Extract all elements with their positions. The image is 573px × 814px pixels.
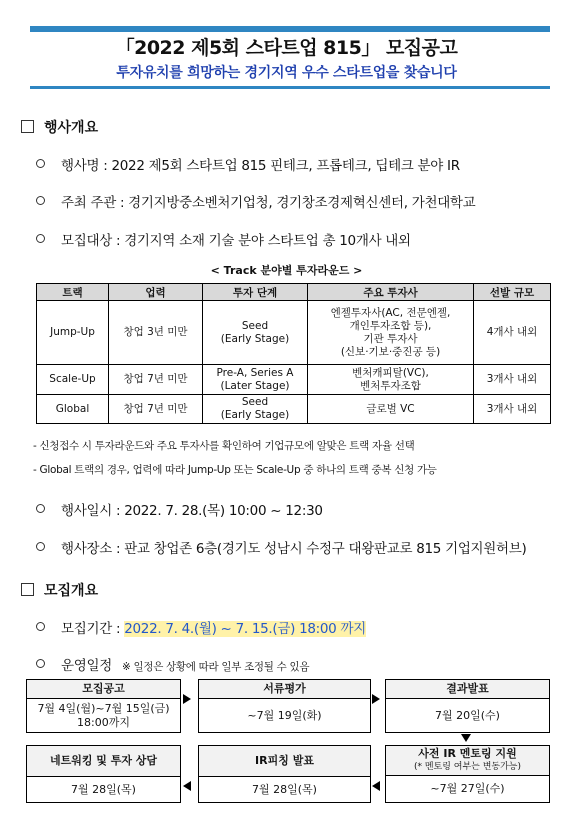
track-table-title: < Track 분야별 투자라운드 > [210,264,363,277]
flow-step-title: 모집공고 [27,680,180,699]
period-highlight: 2022. 7. 4.(월) ~ 7. 15.(금) 18:00 까지 [124,621,366,637]
flow-step-body: 7월 20일(수) [435,708,500,722]
flow-step-networking [26,745,181,803]
circle-bullet-icon [36,622,45,631]
note-global-track: - Global 트랙의 경우, 업력에 따라 Jump-Up 또는 Scale-Up 중 하나의 트랙 중복 신청 가능 [33,464,437,476]
list-item-event-name [36,154,460,174]
arrow-down-icon [461,734,471,742]
table-cell: 3개사 내외 [474,365,551,395]
table-header: 주요 투자사 [308,284,474,301]
table-row [37,395,551,424]
table-cell: Pre-A, Series A (Later Stage) [203,365,308,395]
table-row [37,301,551,365]
list-item-text: 행사장소 : 판교 창업존 6층(경기도 성남시 수정구 대왕판교로 815 기업지원허브) [61,541,527,557]
page-subtitle: 투자유치를 희망하는 경기지역 우수 스타트업을 찾습니다 [116,65,457,81]
table-cell: 글로벌 VC [308,395,474,424]
table-cell: Seed (Early Stage) [203,301,308,365]
title-bottom-rule [30,86,550,89]
flow-step-ir-pitch [198,745,371,803]
table-header: 투자 단계 [203,284,308,301]
checkbox-square-icon [21,120,34,133]
table-header: 선발 규모 [474,284,551,301]
section-heading-recruitment [21,580,98,600]
flow-step-title: 사전 IR 멘토링 지원 [418,747,517,760]
table-header-row [37,284,551,301]
flow-step-body: 7월 28일(목) [71,782,136,796]
table-cell: 창업 7년 미만 [109,365,203,395]
period-label: 모집기간 : [61,621,125,637]
circle-bullet-icon [36,504,45,513]
section-heading-overview [21,117,98,137]
flow-step-body: 7월 28일(목) [252,782,317,796]
table-cell: 창업 7년 미만 [109,395,203,424]
table-header: 업력 [109,284,203,301]
table-row [37,365,551,395]
arrow-left-icon [183,781,191,791]
table-cell: Jump-Up [37,301,109,365]
list-item-text: 행사명 : 2022 제5회 스타트업 815 핀테크, 프롭테크, 딥테크 분야 IR [61,158,460,174]
table-cell: 3개사 내외 [474,395,551,424]
list-item-target [36,229,411,249]
table-cell: Seed (Early Stage) [203,395,308,424]
list-item-text: 행사일시 : 2022. 7. 28.(목) 10:00 ~ 12:30 [61,503,323,519]
table-cell: 창업 3년 미만 [109,301,203,365]
page-title: 「2022 제5회 스타트업 815」 모집공고 [115,37,458,59]
flow-step-body: ~7월 27일(수) [430,781,505,795]
list-item-period [36,617,366,637]
list-item-organizer [36,191,475,211]
list-item-event-venue [36,537,527,557]
flow-step-body: ~7월 19일(화) [247,708,322,722]
track-table [36,283,551,424]
flow-step-doc-review [198,679,371,733]
circle-bullet-icon [36,159,45,168]
arrow-left-icon [372,781,380,791]
flow-step-result [385,679,550,733]
title-top-rule [30,26,550,32]
table-header: 트랙 [37,284,109,301]
flow-step-title: 결과발표 [386,680,549,699]
flow-step-title: 서류평가 [199,680,370,699]
checkbox-square-icon [21,583,34,596]
flow-step-subnote: (* 멘토링 여부는 변동가능) [413,762,522,772]
list-item-schedule [36,654,309,674]
table-cell: 벤처캐피탈(VC), 벤처투자조합 [308,365,474,395]
table-cell: 엔젤투자사(AC, 전문엔젤, 개인투자조합 등), 기관 투자사 (신보·기보·중진공 등) [308,301,474,365]
schedule-note: ※ 일정은 상황에 따라 일부 조정될 수 있음 [121,661,310,673]
arrow-right-icon [372,694,380,704]
table-cell: 4개사 내외 [474,301,551,365]
list-item-text: 모집대상 : 경기지역 소재 기술 분야 스타트업 총 10개사 내외 [61,233,411,249]
circle-bullet-icon [36,542,45,551]
flow-step-title: IR피칭 발표 [199,746,370,777]
section-heading-label: 모집개요 [44,583,99,599]
list-item-event-date [36,499,323,519]
table-cell: Global [37,395,109,424]
circle-bullet-icon [36,234,45,243]
arrow-right-icon [183,694,191,704]
section-heading-label: 행사개요 [44,120,99,136]
circle-bullet-icon [36,659,45,668]
table-cell: Scale-Up [37,365,109,395]
flow-step-title: 네트워킹 및 투자 상담 [27,746,180,777]
schedule-label: 운영일정 [61,658,112,674]
flow-step-announcement [26,679,181,733]
list-item-text: 주최 주관 : 경기지방중소벤처기업청, 경기창조경제혁신센터, 가천대학교 [61,195,476,211]
flow-step-title-block [386,746,549,776]
circle-bullet-icon [36,196,45,205]
flow-step-mentoring [385,745,550,803]
flow-step-body: 7월 4일(월)~7월 15일(금) 18:00까지 [37,701,170,729]
note-track-select: - 신청접수 시 투자라운드와 주요 투자사를 확인하여 기업규모에 알맞은 트랙 자율 선택 [33,440,415,452]
